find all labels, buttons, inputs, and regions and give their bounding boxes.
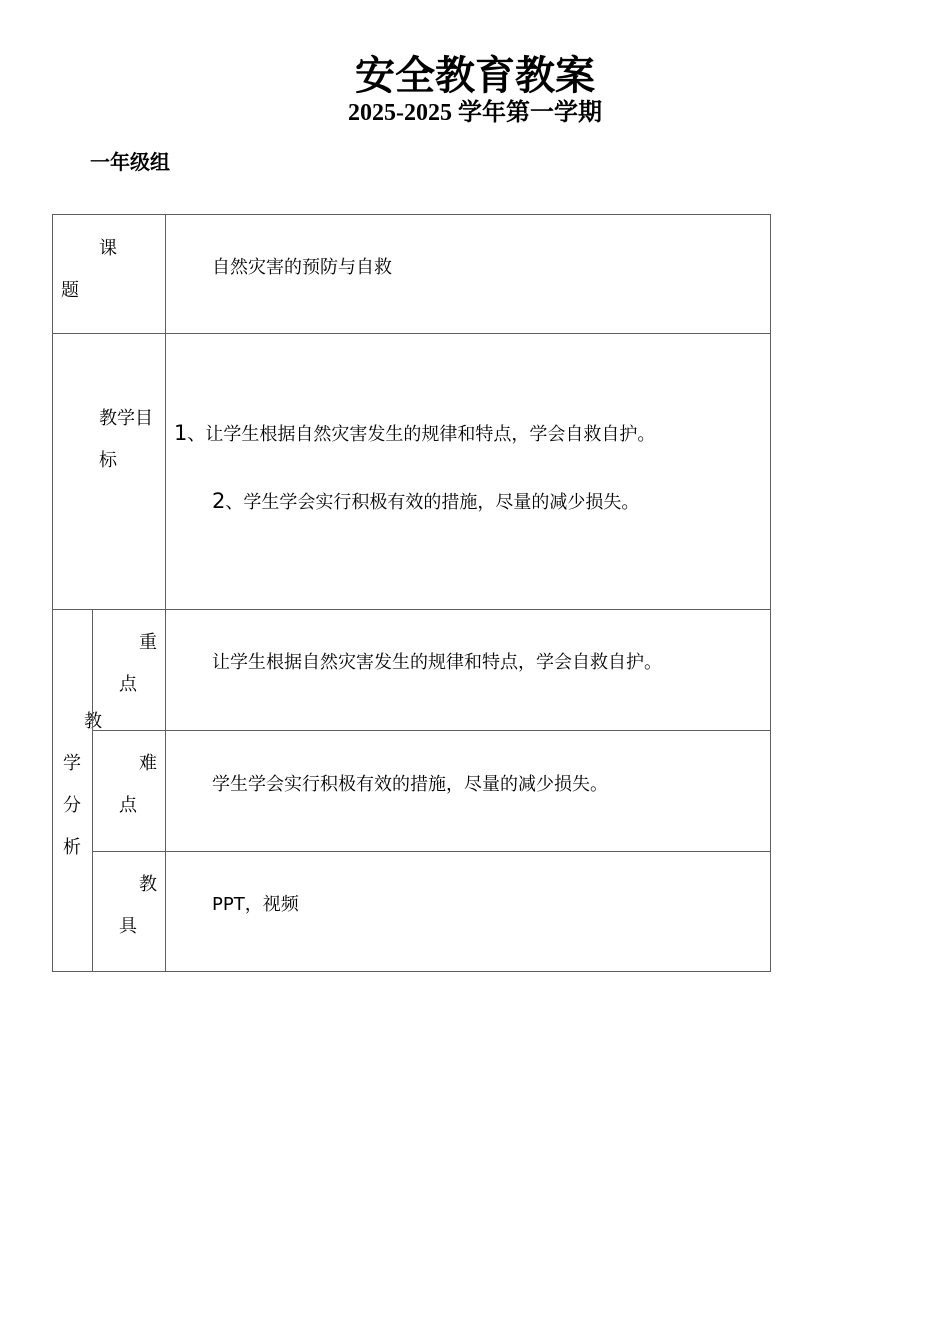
- tools-value: PPT，视频: [212, 894, 299, 915]
- analysis-label-line4: 析: [63, 837, 81, 858]
- objective-text: 、让学生根据自然灾害发生的规律和特点，学会自救自护。: [187, 424, 656, 445]
- objectives-value-cell: [165, 333, 771, 610]
- objective-item: [174, 419, 655, 449]
- objective-number: 1: [174, 421, 188, 445]
- objectives-label-line2: 标: [99, 450, 117, 471]
- analysis-label-line2: 学: [63, 753, 81, 774]
- objective-number: 2: [212, 489, 226, 513]
- analysis-label-line1: 教: [84, 711, 102, 732]
- tools-label-line1: 教: [139, 874, 157, 895]
- objective-text: 、学生学会实行积极有效的措施，尽量的减少损失。: [225, 492, 640, 513]
- difficulty-label-line2: 点: [119, 795, 137, 816]
- difficulty-value: 学生学会实行积极有效的措施，尽量的减少损失。: [212, 774, 608, 795]
- objectives-label-line1: 教学目: [99, 408, 153, 429]
- objective-item: [212, 487, 639, 517]
- document-title: 安全教育教案: [355, 52, 595, 99]
- difficulty-label-line1: 难: [139, 753, 157, 774]
- school-term: 2025-2025 学年第一学期: [348, 100, 602, 126]
- tools-label-line2: 具: [119, 916, 137, 937]
- topic-value: 自然灾害的预防与自救: [212, 257, 392, 278]
- topic-label-line1: 课: [99, 238, 117, 259]
- key-point-label-line2: 点: [119, 674, 137, 695]
- analysis-label-line3: 分: [63, 795, 81, 816]
- grade-group: 一年级组: [90, 150, 170, 174]
- key-point-label-line1: 重: [139, 632, 157, 653]
- key-point-value: 让学生根据自然灾害发生的规律和特点，学会自救自护。: [212, 652, 662, 673]
- topic-label-line2: 题: [61, 280, 79, 301]
